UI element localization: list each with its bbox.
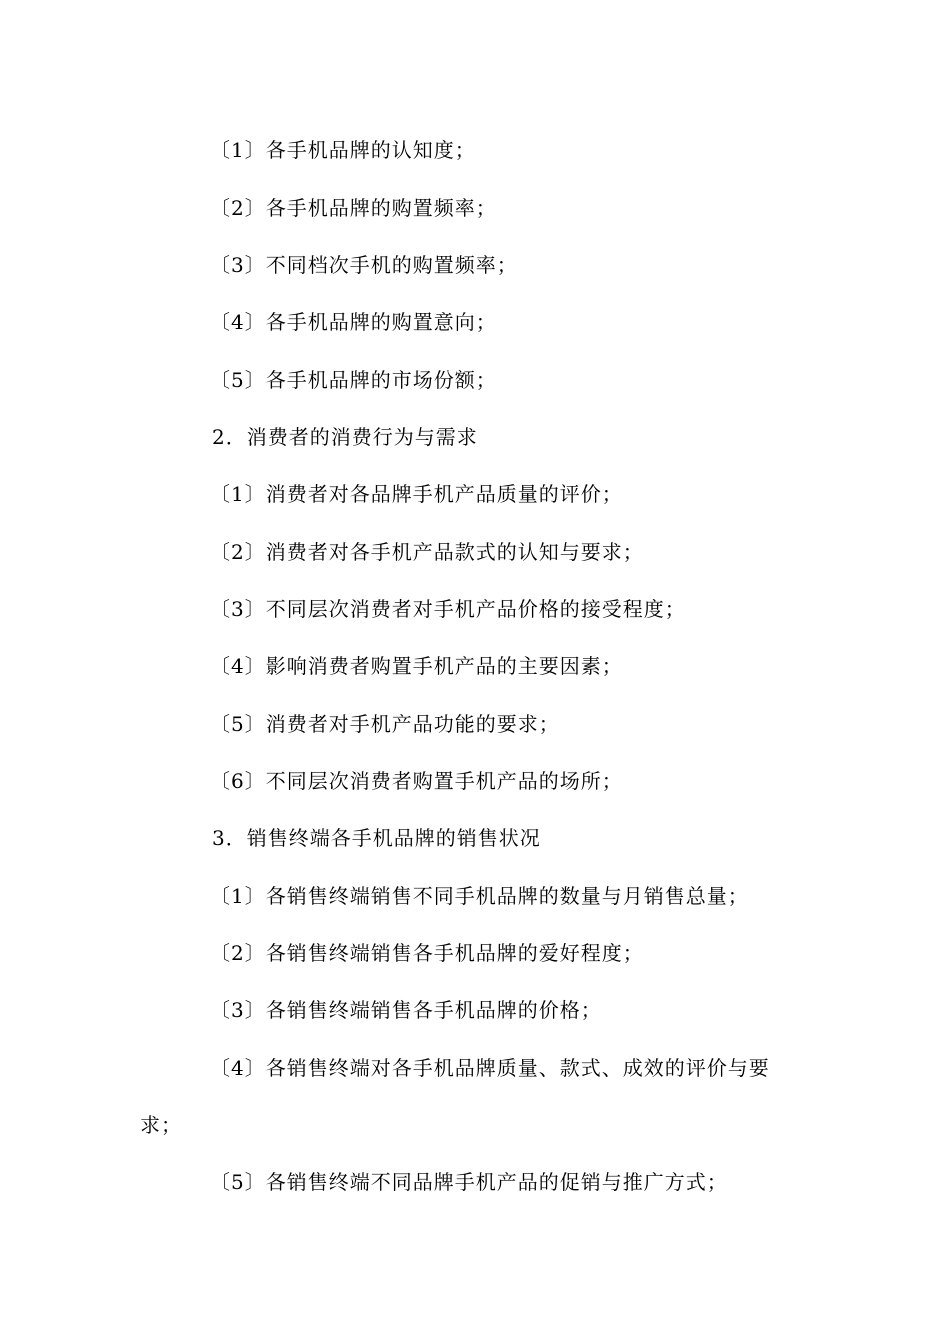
section-heading: 3．销售终端各手机品牌的销售状况 (212, 826, 541, 850)
list-item: 〔3〕不同档次手机的购置频率； (210, 253, 518, 277)
list-item: 〔2〕各销售终端销售各手机品牌的爱好程度； (210, 941, 644, 965)
list-item: 〔5〕各手机品牌的市场份额； (210, 368, 497, 392)
list-item: 〔5〕消费者对手机产品功能的要求； (210, 712, 560, 736)
list-item: 〔2〕各手机品牌的购置频率； (210, 196, 497, 220)
list-item: 〔4〕影响消费者购置手机产品的主要因素； (210, 654, 623, 678)
list-item: 〔1〕各手机品牌的认知度； (210, 138, 476, 162)
list-item: 〔2〕消费者对各手机产品款式的认知与要求； (210, 540, 644, 564)
list-item: 〔1〕消费者对各品牌手机产品质量的评价； (210, 482, 623, 506)
section-heading: 2．消费者的消费行为与需求 (212, 425, 478, 449)
list-item: 〔5〕各销售终端不同品牌手机产品的促销与推广方式； (210, 1170, 728, 1194)
list-item: 〔4〕各手机品牌的购置意向； (210, 310, 497, 334)
list-item: 〔4〕各销售终端对各手机品牌质量、款式、成效的评价与要 (210, 1056, 770, 1080)
list-item: 〔6〕不同层次消费者购置手机产品的场所； (210, 769, 623, 793)
list-item: 〔1〕各销售终端销售不同手机品牌的数量与月销售总量； (210, 884, 749, 908)
list-item: 〔3〕不同层次消费者对手机产品价格的接受程度； (210, 597, 686, 621)
list-item-continuation: 求； (140, 1113, 182, 1137)
list-item: 〔3〕各销售终端销售各手机品牌的价格； (210, 998, 602, 1022)
